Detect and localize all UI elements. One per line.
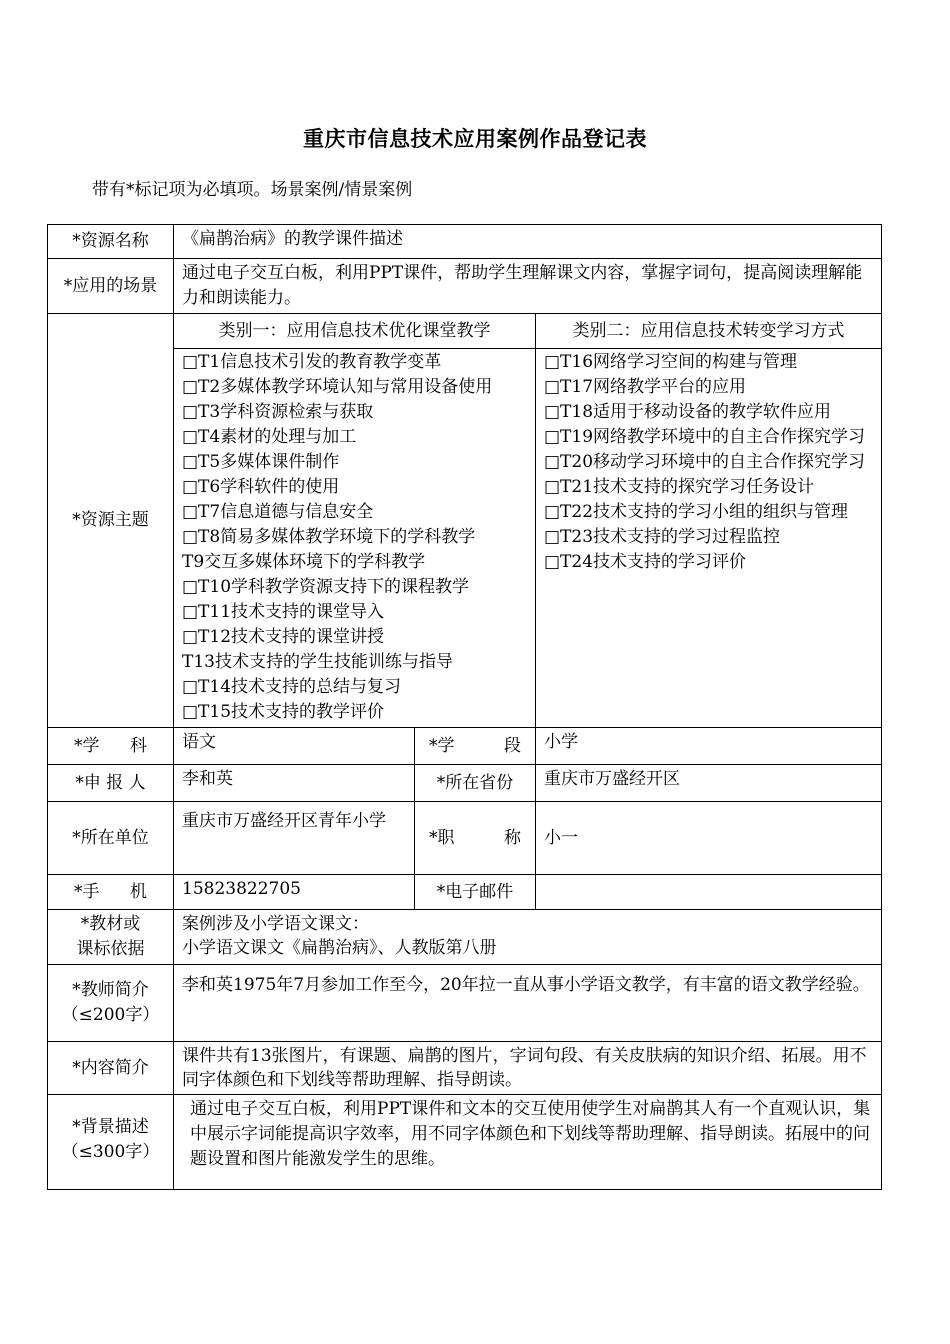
email-label: *电子邮件 bbox=[415, 875, 536, 910]
row-content-intro bbox=[48, 1042, 882, 1095]
subject-label: *学 科 bbox=[48, 728, 174, 765]
applicant-value: 李和英 bbox=[174, 765, 415, 802]
email-value bbox=[536, 875, 882, 910]
scenario-label: *应用的场景 bbox=[48, 259, 174, 314]
row-unit bbox=[48, 802, 882, 875]
registration-table bbox=[47, 224, 882, 1190]
category-one-header: 类别一：应用信息技术优化课堂教学 bbox=[174, 314, 536, 349]
row-subject bbox=[48, 728, 882, 765]
phone-label: *手 机 bbox=[48, 875, 174, 910]
stage-value: 小学 bbox=[536, 728, 882, 765]
row-scenario bbox=[48, 259, 882, 314]
title-rank-value: 小一 bbox=[536, 802, 882, 875]
unit-label: *所在单位 bbox=[48, 802, 174, 875]
content-intro-value: 课件共有13张图片，有课题、扁鹊的图片，字词句段、有关皮肤病的知识介绍、拓展。用不同字体颜色和下划线等帮助理解、指导朗读。 bbox=[174, 1042, 882, 1095]
row-background bbox=[48, 1095, 882, 1190]
form-subtitle: 带有*标记项为必填项。场景案例/情景案例 bbox=[92, 180, 413, 200]
content-intro-label: *内容简介 bbox=[48, 1042, 174, 1095]
row-topic-items bbox=[48, 349, 882, 728]
form-title: 重庆市信息技术应用案例作品登记表 bbox=[303, 126, 647, 151]
category-two-items: □T16网络学习空间的构建与管理 □T17网络教学平台的应用 □T18适用于移动设备的教学软件应用 □T19网络教学环境中的自主合作探究学习 □T20移动学习环境中的自主合作探究学习 □T21技术支持的探究学习任务设计 □T22技术支持的学习小组的组织与管理 □T23技术支持的学习过程监控 □T24技术支持的学习评价 bbox=[536, 349, 882, 728]
background-label: *背景描述 （≤300字） bbox=[48, 1095, 174, 1190]
stage-label: *学 段 bbox=[415, 728, 536, 765]
topic-label: *资源主题 bbox=[48, 314, 174, 728]
province-label: *所在省份 bbox=[415, 765, 536, 802]
row-topic-headers bbox=[48, 314, 882, 349]
textbook-value: 案例涉及小学语文课文： 小学语文课文《扁鹊治病》、人教版第八册 bbox=[174, 910, 882, 965]
scenario-value: 通过电子交互白板，利用PPT课件，帮助学生理解课文内容，掌握字词句，提高阅读理解能力和朗读能力。 bbox=[174, 259, 882, 314]
category-two-header: 类别二：应用信息技术转变学习方式 bbox=[536, 314, 882, 349]
textbook-label: *教材或 课标依据 bbox=[48, 910, 174, 965]
subject-value: 语文 bbox=[174, 728, 415, 765]
resource-name-value: 《扁鹊治病》的教学课件描述 bbox=[174, 225, 882, 259]
background-value: 通过电子交互白板，利用PPT课件和文本的交互使用使学生对扁鹊其人有一个直观认识，集中展示字词能提高识字效率，用不同字体颜色和下划线等帮助理解、指导朗读。拓展中的问题设置和图片能激发学生的思维。 bbox=[174, 1095, 882, 1190]
category-one-items: □T1信息技术引发的教育教学变革 □T2多媒体教学环境认知与常用设备使用 □T3学科资源检索与获取 □T4素材的处理与加工 □T5多媒体课件制作 □T6学科软件的使用 □T7信息道德与信息安全 □T8简易多媒体教学环境下的学科教学 T9交互多媒体环境下的学科教学 □T10学科教学资源支持下的课程教学 □T11技术支持的课堂导入 □T12技术支持的课堂讲授 T13技术支持的学生技能训练与指导 □T14技术支持的总结与复习 □T15技术支持的教学评价 bbox=[174, 349, 536, 728]
row-phone bbox=[48, 875, 882, 910]
row-textbook bbox=[48, 910, 882, 965]
row-teacher-intro bbox=[48, 965, 882, 1042]
resource-name-label: *资源名称 bbox=[48, 225, 174, 259]
row-applicant bbox=[48, 765, 882, 802]
phone-value: 15823822705 bbox=[174, 875, 415, 910]
province-value: 重庆市万盛经开区 bbox=[536, 765, 882, 802]
teacher-intro-value: 李和英1975年7月参加工作至今，20年拉一直从事小学语文教学，有丰富的语文教学经验。 bbox=[174, 965, 882, 1042]
applicant-label: *申 报 人 bbox=[48, 765, 174, 802]
teacher-intro-label: *教师简介 （≤200字） bbox=[48, 965, 174, 1042]
unit-value: 重庆市万盛经开区青年小学 bbox=[174, 802, 415, 875]
row-resource-name bbox=[48, 225, 882, 259]
title-rank-label: *职 称 bbox=[415, 802, 536, 875]
